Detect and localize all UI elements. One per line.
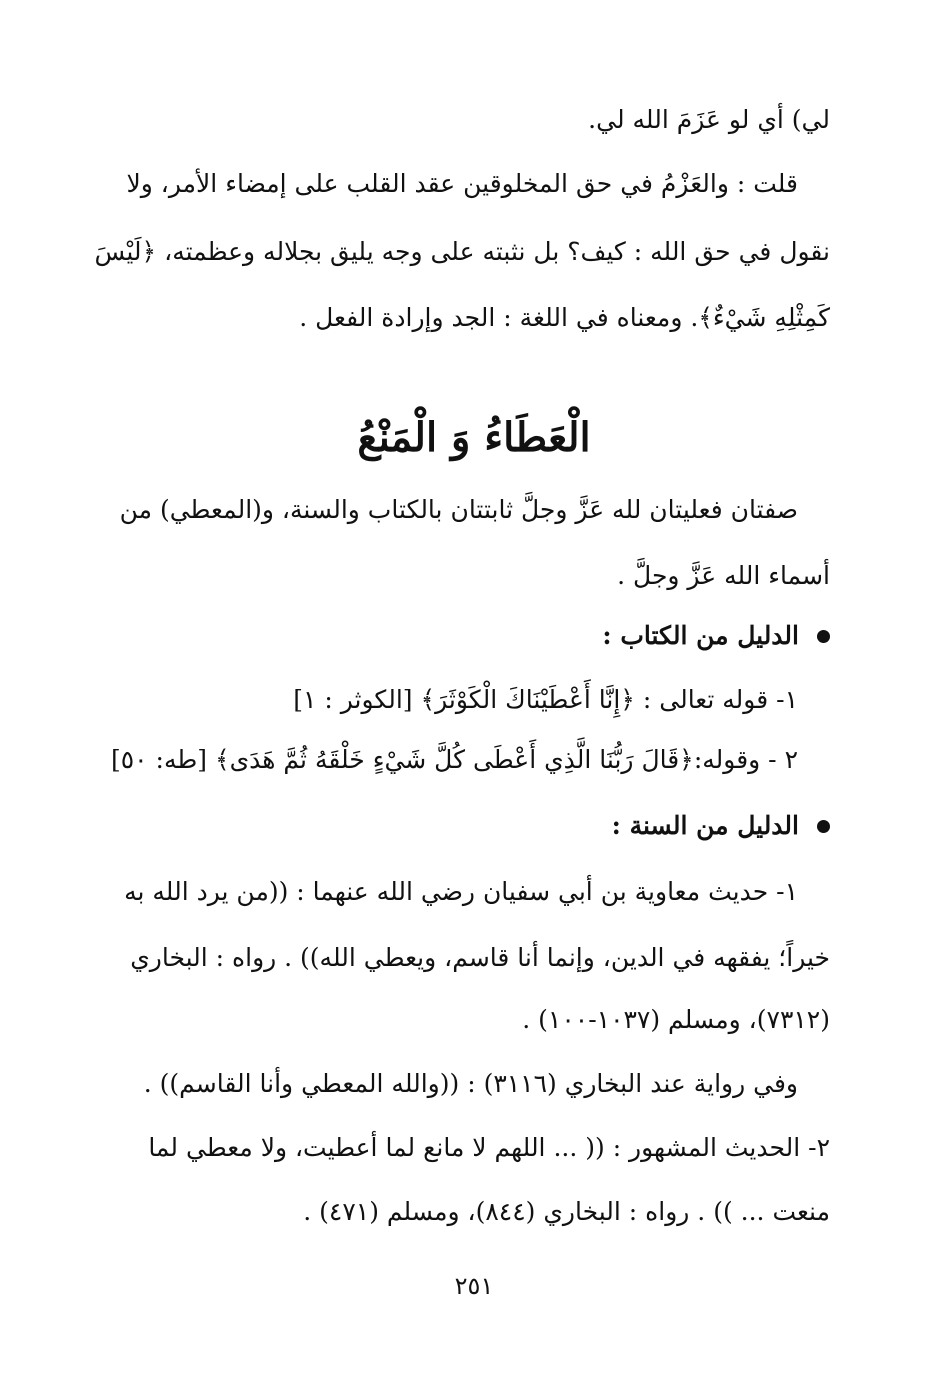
hadith1-line-4: وفي رواية عند البخاري (٣١١٦) : ((والله المعطي وأنا القاسم)) .	[143, 1069, 798, 1098]
intro-line-2: أسماء الله عَزَّ وجلَّ .	[617, 561, 830, 590]
hadith1-line-1: ١- حديث معاوية بن أبي سفيان رضي الله عنهما : ((من يرد الله به	[124, 877, 798, 906]
text-line-4: كَمِثْلِهِ شَيْءٌ﴾. ومعناه في اللغة : الجد وإرادة الفعل .	[299, 303, 830, 332]
sunnah-evidence-heading	[118, 806, 830, 846]
text-line-2: قلت : والعَزْمُ في حق المخلوقين عقد القلب على إمضاء الأمر، ولا	[126, 169, 798, 198]
bullet-icon	[817, 630, 830, 643]
page-number: ٢٥١	[454, 1272, 494, 1300]
sunnah-evidence-title: الدليل من السنة :	[611, 811, 799, 840]
quran-item-1: ١- قوله تعالى : ﴿إِنَّا أَعْطَيْنَاكَ الْكَوْثَرَ﴾ [الكوثر : ١]	[293, 685, 798, 714]
intro-line-1: صفتان فعليتان لله عَزَّ وجلَّ ثابتتان بالكتاب والسنة، و(المعطي) من	[119, 495, 798, 524]
bullet-icon	[817, 820, 830, 833]
quran-evidence-heading	[118, 616, 830, 656]
section-heading: الْعَطَاءُ وَ الْمَنْعُ	[357, 414, 591, 461]
hadith2-line-1: ٢- الحديث المشهور : (( ... اللهم لا مانع لما أعطيت، ولا معطي لما	[148, 1133, 830, 1162]
hadith1-line-2: خيراً؛ يفقهه في الدين، وإنما أنا قاسم، ويعطي الله)) . رواه : البخاري	[130, 943, 830, 972]
quran-evidence-title: الدليل من الكتاب :	[602, 621, 799, 650]
hadith2-line-2: منعت ... )) . رواه : البخاري (٨٤٤)، ومسلم (٤٧١) .	[303, 1197, 830, 1226]
text-line-3: نقول في حق الله : كيف؟ بل نثبته على وجه يليق بجلاله وعظمته، ﴿لَيْسَ	[94, 237, 830, 266]
quran-item-2: ٢ - وقوله:﴿قَالَ رَبُّنَا الَّذِي أَعْطَى كُلَّ شَيْءٍ خَلْقَهُ ثُمَّ هَدَى﴾ [طه: ٥٠]	[110, 745, 798, 774]
hadith1-line-3: (٧٣١٢)، ومسلم (١٠٣٧-١٠٠) .	[522, 1005, 830, 1034]
text-line-1: لي) أي لو عَزَمَ الله لي.	[588, 105, 830, 134]
